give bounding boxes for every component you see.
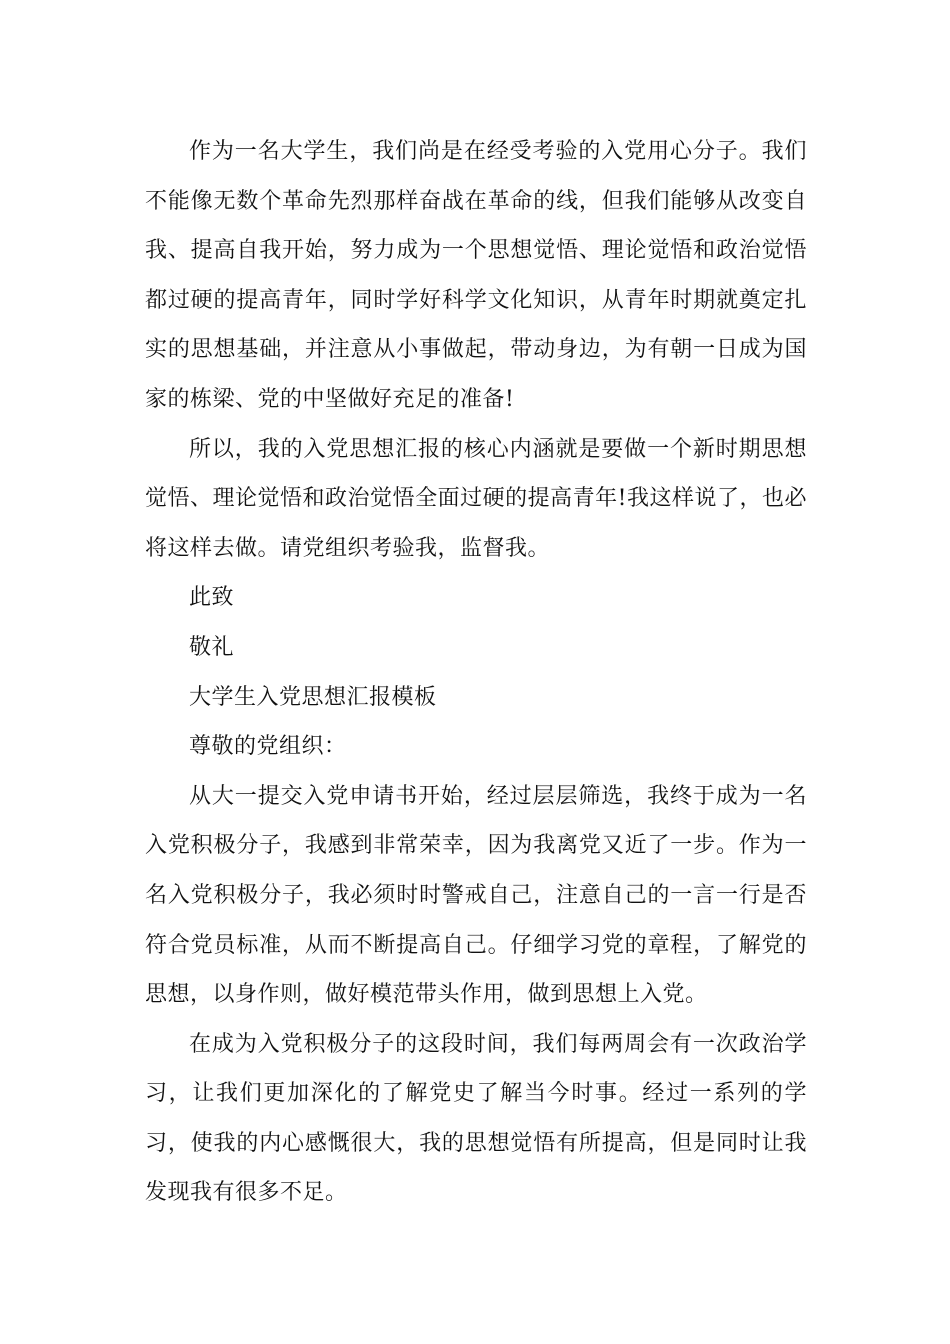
document-body xyxy=(145,127,807,1218)
salutation-jingli: 敬礼 xyxy=(189,634,235,660)
salutation-cizhi: 此致 xyxy=(189,585,235,611)
paragraph-4: 在成为入党积极分子的这段时间，我们每两周会有一次政治学习，让我们更加深化的了解党史了解当今时事。经过一系列的学习，使我的内心感慨很大，我的思想觉悟有所提高，但是同时让我发现我有很多不足。 xyxy=(145,1031,807,1206)
paragraph-2: 所以，我的入党思想汇报的核心内涵就是要做一个新时期思想觉悟、理论觉悟和政治觉悟全面过硬的提高青年!我这样说了，也必将这样去做。请党组织考验我，监督我。 xyxy=(145,436,807,561)
greeting: 尊敬的党组织： xyxy=(189,734,347,760)
paragraph-3: 从大一提交入党申请书开始，经过层层筛选，我终于成为一名入党积极分子，我感到非常荣幸，因为我离党又近了一步。作为一名入党积极分子，我必须时时警戒自己，注意自己的一言一行是否符合党员标准，从而不断提高自己。仔细学习党的章程，了解党的思想，以身作则，做好模范带头作用，做到思想上入党。 xyxy=(145,783,807,1008)
section-title: 大学生入党思想汇报模板 xyxy=(189,684,437,710)
paragraph-1: 作为一名大学生，我们尚是在经受考验的入党用心分子。我们不能像无数个革命先烈那样奋战在革命的线，但我们能够从改变自我、提高自我开始，努力成为一个思想觉悟、理论觉悟和政治觉悟都过硬的提高青年，同时学好科学文化知识，从青年时期就奠定扎实的思想基础，并注意从小事做起，带动身边，为有朝一日成为国家的栋梁、党的中坚做好充足的准备! xyxy=(145,139,807,412)
